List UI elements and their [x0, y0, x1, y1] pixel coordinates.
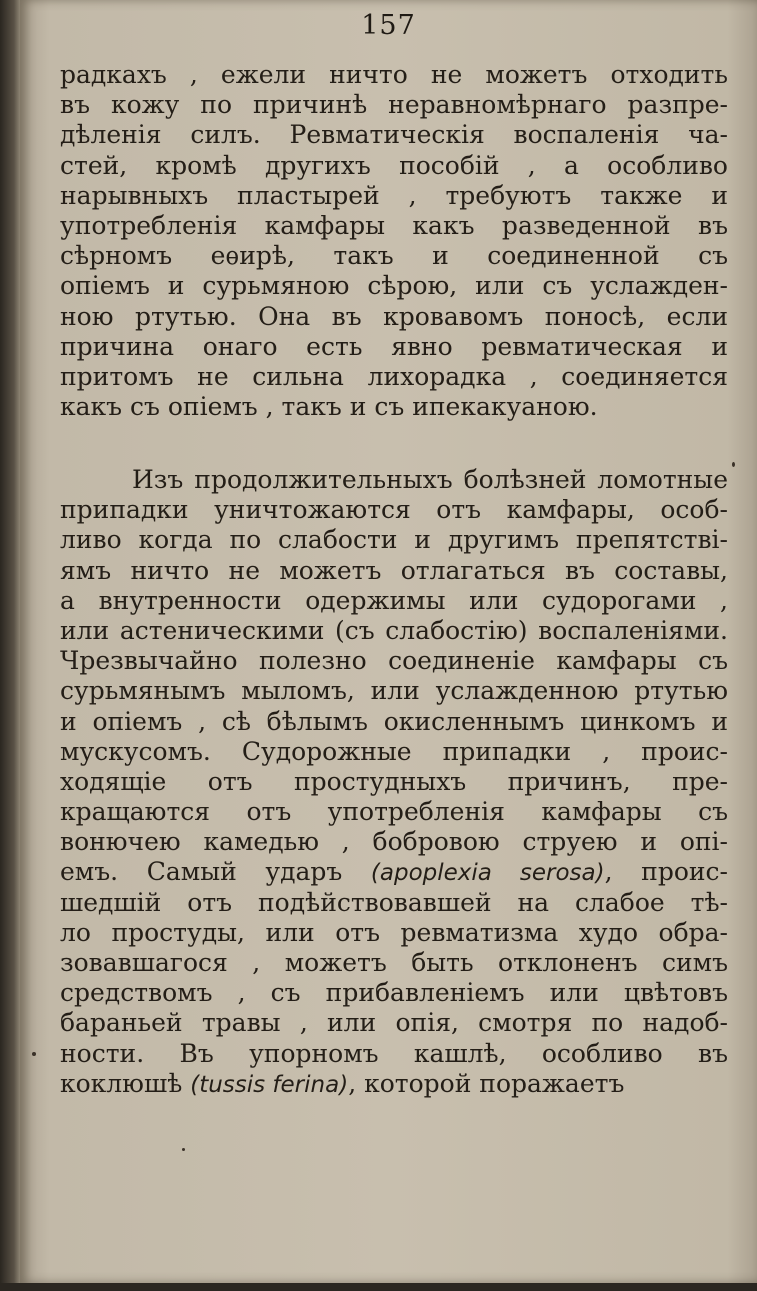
page-number: 157: [361, 10, 416, 41]
text-line: какъ съ опіемъ , такъ и съ ипекакуаною.: [60, 392, 598, 422]
text-line: средствомъ , съ прибавленiемъ или цвѣтовъ: [60, 978, 728, 1008]
text-line: кращаются отъ употребленiя камфары съ: [60, 797, 728, 827]
book-gutter: [0, 0, 20, 1291]
text-run: коклюшѣ: [60, 1068, 183, 1098]
text-run: , проис-: [604, 857, 728, 887]
text-line: бараньей травы , или опiя, смотря по надоб-: [60, 1008, 728, 1038]
text-line: нарывныхъ пластырей , требуютъ также и: [60, 180, 728, 210]
text-line: ною ртутью. Она въ кровавомъ поносѣ, если: [60, 301, 728, 331]
text-line: Чрезвычайно полезно соединенiе камфары съ: [60, 646, 728, 676]
text-line: ходящiе отъ простудныхъ причинъ, пре-: [60, 766, 728, 796]
text-line: сѣрномъ еѳирѣ, такъ и соединенной съ: [60, 241, 728, 271]
text-line: вонючею камедью , бобровою струею и опi-: [60, 827, 728, 857]
text-line: притомъ не сильна лихорадка , соединяется: [60, 361, 728, 391]
text-line-with-latin-term: [60, 1069, 728, 1099]
paper-speck: [32, 1052, 36, 1056]
text-line: ямъ ничто не можетъ отлагаться въ составы,: [60, 555, 728, 585]
paper-speck: [182, 1148, 185, 1151]
text-run: емъ. Самый ударъ: [60, 857, 343, 887]
text-line: и опiемъ , сѣ бѣлымъ окисленнымъ цинкомъ и: [60, 706, 728, 736]
paragraph-2: [60, 465, 728, 1099]
book-page: [20, 0, 757, 1283]
text-line-with-latin-term: [60, 857, 728, 887]
text-line: мускусомъ. Судорожные припадки , проис-: [60, 736, 728, 766]
latin-term: (tussis ferina): [190, 1071, 349, 1098]
text-line: радкахъ , ежели ничто не можетъ отходить: [60, 60, 728, 89]
text-line: шедшiй отъ подѣйствовавшей на слабое тѣ-: [60, 887, 728, 917]
text-line: ности. Въ упорномъ кашлѣ, особливо въ: [60, 1038, 728, 1068]
text-line: дѣленія силъ. Ревматическія воспаленія ча-: [60, 120, 728, 150]
text-line: а внутренности одержимы или судорогами ,: [60, 585, 728, 615]
text-line: причина онаго есть явно ревматическая и: [60, 331, 728, 361]
text-line: въ кожу по причинѣ неравномѣрнаго разпре-: [60, 90, 728, 120]
latin-term: (apoplexia serosa): [370, 860, 605, 887]
paragraph-1: [60, 60, 728, 422]
text-run: , которой поражаетъ: [348, 1068, 625, 1098]
text-line: припадки уничтожаются отъ камфары, особ-: [60, 495, 728, 525]
text-line: Изъ продолжительныхъ болѣзней ломотные: [132, 465, 728, 494]
paper-speck: [732, 462, 735, 467]
text-line: опіемъ и сурьмяною сѣрою, или съ услажден-: [60, 271, 728, 301]
text-line: стей, кромѣ другихъ пособій , а особливо: [60, 150, 728, 180]
text-line: ло простуды, или отъ ревматизма худо обра-: [60, 917, 728, 947]
text-line: ливо когда по слабости и другимъ препятствi-: [60, 525, 728, 555]
text-line: зовавшагося , можетъ быть отклоненъ симъ: [60, 948, 728, 977]
text-line: употребленія камфары какъ разведенной въ: [60, 210, 728, 240]
book-bottom-edge: [0, 1283, 757, 1291]
text-line: сурьмянымъ мыломъ, или услажденною ртутью: [60, 676, 728, 706]
text-line: или астеническими (съ слабостiю) воспаленiями.: [60, 615, 728, 645]
